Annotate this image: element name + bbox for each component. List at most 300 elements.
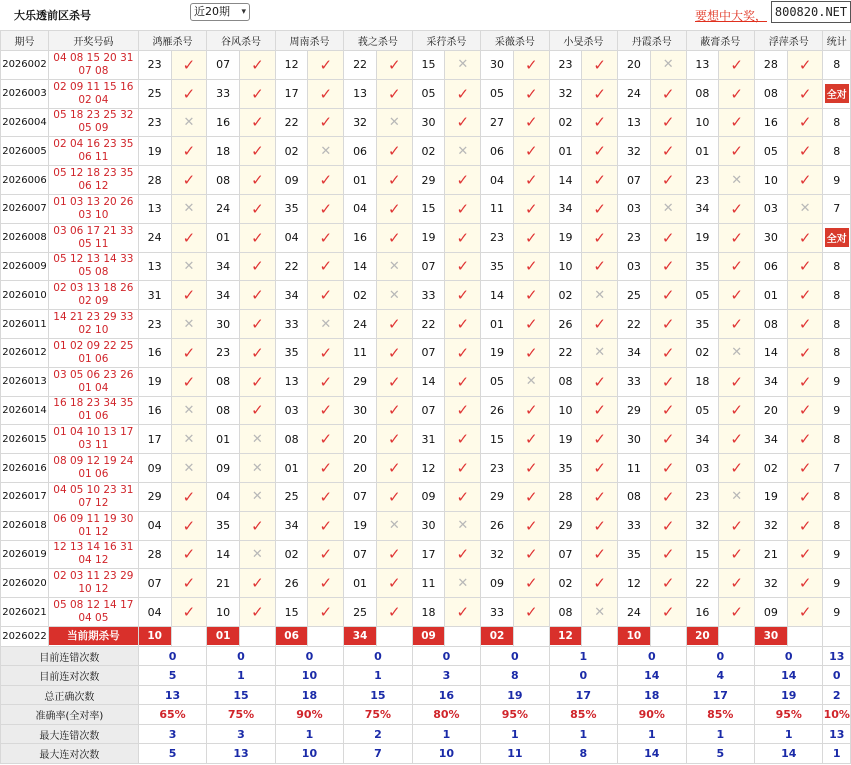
stat-cell: 9 xyxy=(823,598,851,627)
check-mark-icon: ✓ xyxy=(524,113,538,132)
check-mark-icon: ✓ xyxy=(388,55,401,74)
kill-number-cell: 24 xyxy=(207,194,240,223)
kill-number-cell: 23 xyxy=(138,108,171,137)
check-mark-icon: ✓ xyxy=(319,84,333,103)
kill-number-cell: 02 xyxy=(686,338,719,367)
col-expert: 莪之杀号 xyxy=(344,31,412,51)
summary-value: 1 xyxy=(549,724,617,744)
summary-value: 18 xyxy=(275,685,343,705)
check-mark-icon: ✓ xyxy=(730,459,743,478)
summary-value: 1 xyxy=(549,646,617,666)
current-kill-cell xyxy=(275,626,308,646)
check-mark-icon: ✓ xyxy=(388,199,401,218)
table-row xyxy=(1,79,851,108)
kill-number-cell: 35 xyxy=(207,511,240,540)
result-cell xyxy=(650,425,686,454)
header-row xyxy=(1,31,851,51)
current-blank-cell xyxy=(240,626,276,646)
kill-number-cell: 09 xyxy=(207,454,240,483)
check-mark-icon: ✓ xyxy=(524,545,538,564)
check-mark-icon: ✓ xyxy=(319,286,333,305)
kill-number-cell: 16 xyxy=(138,396,171,425)
result-cell xyxy=(376,540,412,569)
result-cell xyxy=(171,454,207,483)
check-mark-icon: ✓ xyxy=(388,343,401,362)
kill-number-cell: 34 xyxy=(686,194,719,223)
result-cell xyxy=(240,108,276,137)
result-cell xyxy=(787,51,823,80)
summary-value: 0 xyxy=(755,646,823,666)
front-numbers: 02 03 13 18 26 xyxy=(53,282,134,295)
front-numbers: 01 03 13 20 26 xyxy=(53,195,134,208)
cross-mark-icon: ✕ xyxy=(388,287,400,303)
kill-number-cell: 29 xyxy=(344,367,377,396)
kill-number-cell: 28 xyxy=(755,51,788,80)
check-mark-icon: ✓ xyxy=(798,55,812,74)
check-mark-icon: ✓ xyxy=(319,55,333,74)
result-cell xyxy=(171,367,207,396)
winning-numbers-cell xyxy=(48,310,138,339)
check-mark-icon: ✓ xyxy=(251,199,264,218)
kill-number-cell: 09 xyxy=(412,482,445,511)
kill-number-cell: 30 xyxy=(412,511,445,540)
back-numbers: 06 11 xyxy=(78,151,109,164)
all-correct-badge: 全对 xyxy=(825,228,849,247)
kill-number-cell: 29 xyxy=(618,396,651,425)
check-mark-icon: ✓ xyxy=(182,603,196,622)
result-cell xyxy=(787,511,823,540)
summary-stat: 2 xyxy=(823,685,851,705)
check-mark-icon: ✓ xyxy=(798,487,812,506)
result-cell xyxy=(376,194,412,223)
table-row xyxy=(1,137,851,166)
summary-value: 15 xyxy=(207,685,275,705)
check-mark-icon: ✓ xyxy=(661,343,675,362)
kill-number-cell: 01 xyxy=(755,281,788,310)
kill-number-cell: 04 xyxy=(481,166,514,195)
result-cell xyxy=(308,511,344,540)
kill-number-cell: 32 xyxy=(549,79,582,108)
check-mark-icon: ✓ xyxy=(251,574,264,593)
result-cell xyxy=(240,396,276,425)
check-mark-icon: ✓ xyxy=(319,199,333,218)
cross-mark-icon: ✕ xyxy=(388,114,400,130)
summary-value: 1 xyxy=(207,666,275,686)
check-mark-icon: ✓ xyxy=(456,487,470,506)
stat-cell: 9 xyxy=(823,540,851,569)
back-numbers: 01 12 xyxy=(78,525,109,538)
check-mark-icon: ✓ xyxy=(661,603,675,622)
kill-number-cell: 07 xyxy=(138,569,171,598)
kill-number-cell: 18 xyxy=(207,137,240,166)
issue-cell: 2026008 xyxy=(1,223,49,252)
current-stat-cell xyxy=(823,626,851,646)
result-cell xyxy=(308,281,344,310)
result-cell xyxy=(240,79,276,108)
issue-cell: 2026018 xyxy=(1,511,49,540)
result-cell xyxy=(308,79,344,108)
col-expert: 周南杀号 xyxy=(275,31,343,51)
check-mark-icon: ✓ xyxy=(251,55,264,74)
kill-number-cell: 35 xyxy=(686,252,719,281)
check-mark-icon: ✓ xyxy=(251,142,264,161)
check-mark-icon: ✓ xyxy=(456,372,470,391)
kill-number-cell: 05 xyxy=(686,396,719,425)
kill-number-cell: 33 xyxy=(275,310,308,339)
kill-number-cell: 11 xyxy=(481,194,514,223)
result-cell xyxy=(787,194,823,223)
result-cell xyxy=(308,454,344,483)
result-cell xyxy=(240,569,276,598)
check-mark-icon: ✓ xyxy=(730,516,743,535)
summary-value: 1 xyxy=(412,724,480,744)
summary-value: 1 xyxy=(481,724,549,744)
result-cell xyxy=(719,540,755,569)
result-cell xyxy=(240,540,276,569)
result-cell xyxy=(513,367,549,396)
current-blank-cell xyxy=(787,626,823,646)
kill-number-cell: 07 xyxy=(412,252,445,281)
result-cell xyxy=(376,598,412,627)
check-mark-icon: ✓ xyxy=(798,257,812,276)
kill-number-cell: 09 xyxy=(275,166,308,195)
kill-number-cell: 04 xyxy=(344,194,377,223)
result-cell xyxy=(513,166,549,195)
issue-cell: 2026019 xyxy=(1,540,49,569)
result-cell xyxy=(787,281,823,310)
kill-number-cell: 26 xyxy=(549,310,582,339)
result-cell xyxy=(787,367,823,396)
col-numbers: 开奖号码 xyxy=(48,31,138,51)
kill-number-cell: 15 xyxy=(686,540,719,569)
stat-cell: 8 xyxy=(823,137,851,166)
result-cell xyxy=(650,252,686,281)
kill-number-cell: 29 xyxy=(412,166,445,195)
kill-number-cell: 05 xyxy=(412,79,445,108)
result-cell xyxy=(308,137,344,166)
table-row xyxy=(1,598,851,627)
kill-number-cell: 08 xyxy=(618,482,651,511)
kill-number-cell: 12 xyxy=(275,51,308,80)
check-mark-icon: ✓ xyxy=(661,142,675,161)
kill-number-cell: 12 xyxy=(412,454,445,483)
kill-number-cell: 02 xyxy=(755,454,788,483)
kill-number-cell: 06 xyxy=(481,137,514,166)
result-cell xyxy=(171,79,207,108)
winning-numbers-cell xyxy=(48,281,138,310)
result-cell xyxy=(513,482,549,511)
summary-label: 最大连错次数 xyxy=(1,724,139,744)
check-mark-icon: ✓ xyxy=(798,459,812,478)
cross-mark-icon: ✕ xyxy=(251,546,263,562)
check-mark-icon: ✓ xyxy=(319,545,333,564)
summary-value: 75% xyxy=(207,705,275,725)
check-mark-icon: ✓ xyxy=(730,401,743,420)
summary-row xyxy=(1,685,851,705)
current-kill-number: 09 xyxy=(413,627,445,645)
check-mark-icon: ✓ xyxy=(182,286,196,305)
kill-number-cell: 07 xyxy=(549,540,582,569)
kill-number-table xyxy=(0,30,851,764)
check-mark-icon: ✓ xyxy=(524,199,538,218)
kill-number-cell: 14 xyxy=(549,166,582,195)
kill-number-cell: 33 xyxy=(618,511,651,540)
result-cell xyxy=(787,310,823,339)
result-cell xyxy=(171,511,207,540)
kill-number-cell: 04 xyxy=(138,598,171,627)
result-cell xyxy=(719,108,755,137)
check-mark-icon: ✓ xyxy=(798,574,812,593)
table-row xyxy=(1,454,851,483)
result-cell xyxy=(445,166,481,195)
kill-number-cell: 10 xyxy=(549,396,582,425)
check-mark-icon: ✓ xyxy=(798,430,812,449)
kill-number-cell: 35 xyxy=(549,454,582,483)
result-cell xyxy=(787,108,823,137)
cross-mark-icon: ✕ xyxy=(183,114,195,130)
front-numbers: 05 08 12 14 17 xyxy=(53,599,134,612)
check-mark-icon: ✓ xyxy=(730,257,743,276)
result-cell xyxy=(787,137,823,166)
kill-number-cell: 08 xyxy=(549,367,582,396)
cross-mark-icon: ✕ xyxy=(457,57,469,73)
cross-mark-icon: ✕ xyxy=(731,489,743,505)
current-blank-cell xyxy=(445,626,481,646)
result-cell xyxy=(650,194,686,223)
result-cell xyxy=(171,425,207,454)
check-mark-icon: ✓ xyxy=(524,257,538,276)
result-cell xyxy=(376,108,412,137)
summary-stat: 13 xyxy=(823,724,851,744)
winning-numbers-cell xyxy=(48,482,138,511)
result-cell xyxy=(308,425,344,454)
kill-number-cell: 34 xyxy=(549,194,582,223)
check-mark-icon: ✓ xyxy=(524,55,538,74)
issue-cell: 2026006 xyxy=(1,166,49,195)
promo-link[interactable]: 要想中大奖， xyxy=(695,9,768,23)
front-numbers: 03 05 06 23 26 xyxy=(53,368,134,381)
check-mark-icon: ✓ xyxy=(593,228,606,247)
check-mark-icon: ✓ xyxy=(388,487,401,506)
kill-number-cell: 08 xyxy=(755,310,788,339)
kill-number-cell: 01 xyxy=(344,569,377,598)
check-mark-icon: ✓ xyxy=(593,84,606,103)
back-numbers: 02 04 xyxy=(78,93,109,106)
summary-label: 准确率(全对率) xyxy=(1,705,139,725)
check-mark-icon: ✓ xyxy=(730,315,743,334)
result-cell xyxy=(445,51,481,80)
table-row xyxy=(1,223,851,252)
result-cell xyxy=(513,51,549,80)
result-cell xyxy=(719,569,755,598)
front-numbers: 03 06 17 21 33 xyxy=(53,224,134,237)
kill-number-cell: 23 xyxy=(138,51,171,80)
current-kill-cell xyxy=(412,626,445,646)
result-cell xyxy=(582,137,618,166)
check-mark-icon: ✓ xyxy=(661,372,675,391)
check-mark-icon: ✓ xyxy=(319,574,333,593)
kill-number-cell: 20 xyxy=(344,425,377,454)
stat-cell: 8 xyxy=(823,511,851,540)
cross-mark-icon: ✕ xyxy=(594,345,606,361)
winning-numbers-cell xyxy=(48,511,138,540)
issue-cell: 2026009 xyxy=(1,252,49,281)
summary-value: 0 xyxy=(344,646,412,666)
table-row xyxy=(1,338,851,367)
cross-mark-icon: ✕ xyxy=(183,201,195,217)
check-mark-icon: ✓ xyxy=(524,286,538,305)
current-label-cell xyxy=(48,626,138,646)
summary-value: 8 xyxy=(481,666,549,686)
cross-mark-icon: ✕ xyxy=(183,460,195,476)
summary-value: 80% xyxy=(412,705,480,725)
kill-number-cell: 20 xyxy=(755,396,788,425)
summary-value: 13 xyxy=(207,744,275,764)
summary-value: 1 xyxy=(755,724,823,744)
table-row xyxy=(1,281,851,310)
issue-cell: 2026005 xyxy=(1,137,49,166)
kill-number-cell: 21 xyxy=(755,540,788,569)
result-cell xyxy=(787,454,823,483)
check-mark-icon: ✓ xyxy=(456,257,470,276)
kill-number-cell: 25 xyxy=(275,482,308,511)
cross-mark-icon: ✕ xyxy=(320,316,332,332)
kill-number-cell: 03 xyxy=(275,396,308,425)
result-cell xyxy=(171,194,207,223)
summary-value: 0 xyxy=(618,646,686,666)
result-cell xyxy=(787,252,823,281)
stat-cell: 9 xyxy=(823,166,851,195)
result-cell xyxy=(582,252,618,281)
check-mark-icon: ✓ xyxy=(798,171,812,190)
result-cell xyxy=(787,166,823,195)
kill-number-cell: 08 xyxy=(207,367,240,396)
result-cell xyxy=(513,108,549,137)
current-kill-number: 30 xyxy=(755,627,787,645)
result-cell xyxy=(376,482,412,511)
kill-number-cell: 05 xyxy=(481,79,514,108)
result-cell xyxy=(650,166,686,195)
summary-value: 95% xyxy=(481,705,549,725)
check-mark-icon: ✓ xyxy=(182,142,196,161)
check-mark-icon: ✓ xyxy=(661,574,675,593)
current-kill-cell xyxy=(481,626,514,646)
summary-value: 85% xyxy=(686,705,754,725)
kill-number-cell: 35 xyxy=(275,338,308,367)
winning-numbers-cell xyxy=(48,223,138,252)
check-mark-icon: ✓ xyxy=(388,372,401,391)
check-mark-icon: ✓ xyxy=(593,574,606,593)
kill-number-cell: 32 xyxy=(755,511,788,540)
page-title: 大乐透前区杀号 xyxy=(14,9,91,22)
result-cell xyxy=(719,252,755,281)
result-cell xyxy=(582,79,618,108)
summary-value: 1 xyxy=(275,724,343,744)
check-mark-icon: ✓ xyxy=(524,142,538,161)
kill-number-cell: 13 xyxy=(138,252,171,281)
kill-number-cell: 10 xyxy=(755,166,788,195)
check-mark-icon: ✓ xyxy=(388,545,401,564)
current-kill-number: 01 xyxy=(207,627,239,645)
check-mark-icon: ✓ xyxy=(182,343,196,362)
result-cell xyxy=(650,569,686,598)
back-numbers: 07 08 xyxy=(78,64,109,77)
kill-number-cell: 29 xyxy=(138,482,171,511)
check-mark-icon: ✓ xyxy=(251,401,264,420)
check-mark-icon: ✓ xyxy=(661,315,675,334)
summary-value: 3 xyxy=(138,724,206,744)
check-mark-icon: ✓ xyxy=(182,516,196,535)
back-numbers: 01 06 xyxy=(78,468,109,481)
back-numbers: 10 12 xyxy=(78,583,109,596)
kill-number-cell: 35 xyxy=(275,194,308,223)
check-mark-icon: ✓ xyxy=(593,257,606,276)
summary-label: 总正确次数 xyxy=(1,685,139,705)
result-cell xyxy=(240,252,276,281)
result-cell xyxy=(582,454,618,483)
kill-number-cell: 17 xyxy=(138,425,171,454)
summary-label: 目前连错次数 xyxy=(1,646,139,666)
kill-number-cell: 01 xyxy=(549,137,582,166)
result-cell xyxy=(445,194,481,223)
check-mark-icon: ✓ xyxy=(524,84,538,103)
kill-number-cell: 13 xyxy=(275,367,308,396)
result-cell xyxy=(513,511,549,540)
kill-number-cell: 34 xyxy=(207,252,240,281)
kill-number-cell: 20 xyxy=(618,51,651,80)
issue-cell: 2026016 xyxy=(1,454,49,483)
result-cell xyxy=(445,454,481,483)
kill-number-cell: 23 xyxy=(549,51,582,80)
period-select[interactable] xyxy=(190,3,250,21)
back-numbers: 07 12 xyxy=(78,496,109,509)
check-mark-icon: ✓ xyxy=(182,372,196,391)
summary-value: 10 xyxy=(412,744,480,764)
kill-number-cell: 23 xyxy=(481,223,514,252)
check-mark-icon: ✓ xyxy=(456,228,470,247)
issue-cell: 2026017 xyxy=(1,482,49,511)
kill-number-cell: 09 xyxy=(755,598,788,627)
kill-number-cell: 30 xyxy=(412,108,445,137)
check-mark-icon: ✓ xyxy=(388,84,401,103)
kill-number-cell: 16 xyxy=(344,223,377,252)
result-cell xyxy=(240,367,276,396)
result-cell xyxy=(240,482,276,511)
result-cell xyxy=(240,511,276,540)
kill-number-cell: 34 xyxy=(275,281,308,310)
summary-stat: 10% xyxy=(823,705,851,725)
result-cell xyxy=(513,454,549,483)
stat-cell: 8 xyxy=(823,482,851,511)
check-mark-icon: ✓ xyxy=(319,487,333,506)
summary-value: 1 xyxy=(618,724,686,744)
front-numbers: 01 04 10 13 17 xyxy=(53,426,134,439)
kill-number-cell: 02 xyxy=(275,540,308,569)
kill-number-cell: 14 xyxy=(481,281,514,310)
result-cell xyxy=(376,166,412,195)
summary-value: 2 xyxy=(344,724,412,744)
cross-mark-icon: ✕ xyxy=(251,460,263,476)
table-row xyxy=(1,252,851,281)
result-cell xyxy=(513,310,549,339)
kill-number-cell: 10 xyxy=(207,598,240,627)
summary-row xyxy=(1,646,851,666)
current-kill-number: 34 xyxy=(344,627,376,645)
summary-value: 0 xyxy=(481,646,549,666)
kill-number-cell: 07 xyxy=(412,396,445,425)
front-numbers: 14 21 23 29 33 xyxy=(53,311,134,324)
site-badge[interactable]: 800820.NET xyxy=(771,1,851,23)
